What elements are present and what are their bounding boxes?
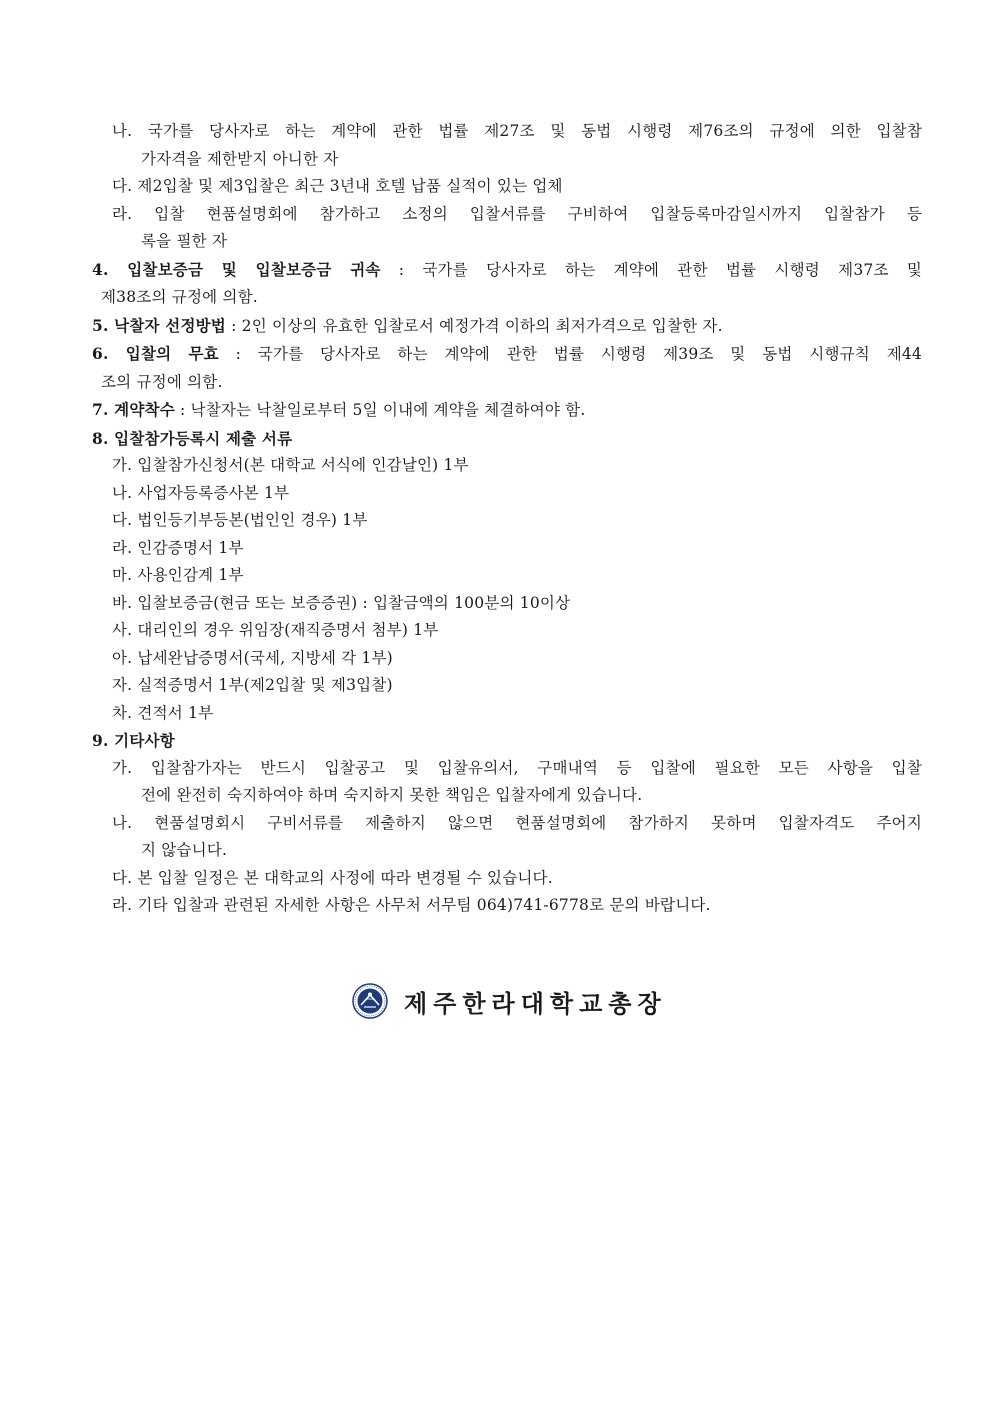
section-9-ra: 라. 기타 입찰과 관련된 자세한 사항은 사무처 서무팀 064)741-6778로 문의 바랍니다. [112,896,711,914]
section-8-item: 아. 납세완납증명서(국세, 지방세 각 1부) [112,648,393,667]
section-9-ga-line-1: 가. 입찰참가자는 반드시 입찰공고 및 입찰유의서, 구매내역 등 입찰에 필요한 모든 사항을 입찰 [112,758,922,777]
clause-3-na-line-2: 가자격을 제한받지 아니한 자 [141,149,339,168]
section-8-item: 다. 법인등기부등본(법인인 경우) 1부 [112,511,368,529]
section-4-heading: 4. 입찰보증금 및 입찰보증금 귀속 [92,259,381,279]
issuer-name: 제주한라대학교총장 [404,989,667,1018]
section-9-heading: 9. 기타사항 [92,731,175,750]
university-seal-icon [352,983,388,1019]
section-6-continuation: 조의 규정에 의함. [101,372,223,391]
clause-3-ra-line-2: 록을 필한 자 [141,232,228,250]
document-body [92,118,922,920]
section-6-heading: 6. 입찰의 무효 [92,344,219,363]
section-4 [92,256,922,285]
section-8-item: 사. 대리인의 경우 위임장(재직증명서 첨부) 1부 [112,621,439,639]
section-4-continuation: 제38조의 규정에 의함. [101,288,258,306]
section-8-item: 가. 입찰참가신청서(본 대학교 서식에 인감날인) 1부 [112,456,469,474]
section-4-text: : 국가를 당사자로 하는 계약에 관한 법률 시행령 제37조 및 [380,260,922,279]
section-9-na-line-2: 지 않습니다. [141,841,228,859]
section-5-text: : 2인 이상의 유효한 입찰로서 예정가격 이하의 최저가격으로 입찰한 자. [226,316,723,335]
section-8-heading: 8. 입찰참가등록시 제출 서류 [92,428,293,448]
section-6-text: : 국가를 당사자로 하는 계약에 관한 법률 시행령 제39조 및 동법 시행규칙 제44 [218,345,922,363]
clause-3-da: 다. 제2입찰 및 제3입찰은 최근 3년내 호텔 납품 실적이 있는 업체 [112,177,563,195]
section-8-item: 자. 실적증명서 1부(제2입찰 및 제3입찰) [112,676,393,694]
section-8-item: 차. 견적서 1부 [112,703,214,722]
section-8-item: 마. 사용인감계 1부 [112,566,244,584]
section-7-text: : 낙찰자는 낙찰일로부터 5일 이내에 계약을 체결하여야 함. [174,401,586,419]
section-9-da: 다. 본 입찰 일정은 본 대학교의 사정에 따라 변경될 수 있습니다. [112,868,553,887]
issuer-signature [352,983,667,1019]
section-8-item: 나. 사업자등록증사본 1부 [112,483,290,502]
section-7-heading: 7. 계약착수 [92,400,175,419]
clause-3-na-line-1: 나. 국가를 당사자로 하는 계약에 관한 법률 제27조 및 동법 시행령 제76조의 규정에 의한 입찰참 [112,122,922,140]
section-5-heading: 5. 낙찰자 선정방법 [92,315,226,335]
section-6 [92,340,922,369]
section-8-item: 라. 인감증명서 1부 [112,538,244,557]
section-9-ga-line-2: 전에 완전히 숙지하여야 하며 숙지하지 못한 책임은 입찰자에게 있습니다. [141,786,643,804]
section-8-item: 바. 입찰보증금(현금 또는 보증증권) : 입찰금액의 100분의 10이상 [112,593,571,612]
section-5 [92,312,922,341]
clause-3-ra-line-1: 라. 입찰 현품설명회에 참가하고 소정의 입찰서류를 구비하여 입찰등록마감일시까지 입찰참가 등 [112,204,922,223]
section-7 [92,396,922,425]
section-9-na-line-1: 나. 현품설명회시 구비서류를 제출하지 않으면 현품설명회에 참가하지 못하며 입찰자격도 주어지 [112,813,922,832]
